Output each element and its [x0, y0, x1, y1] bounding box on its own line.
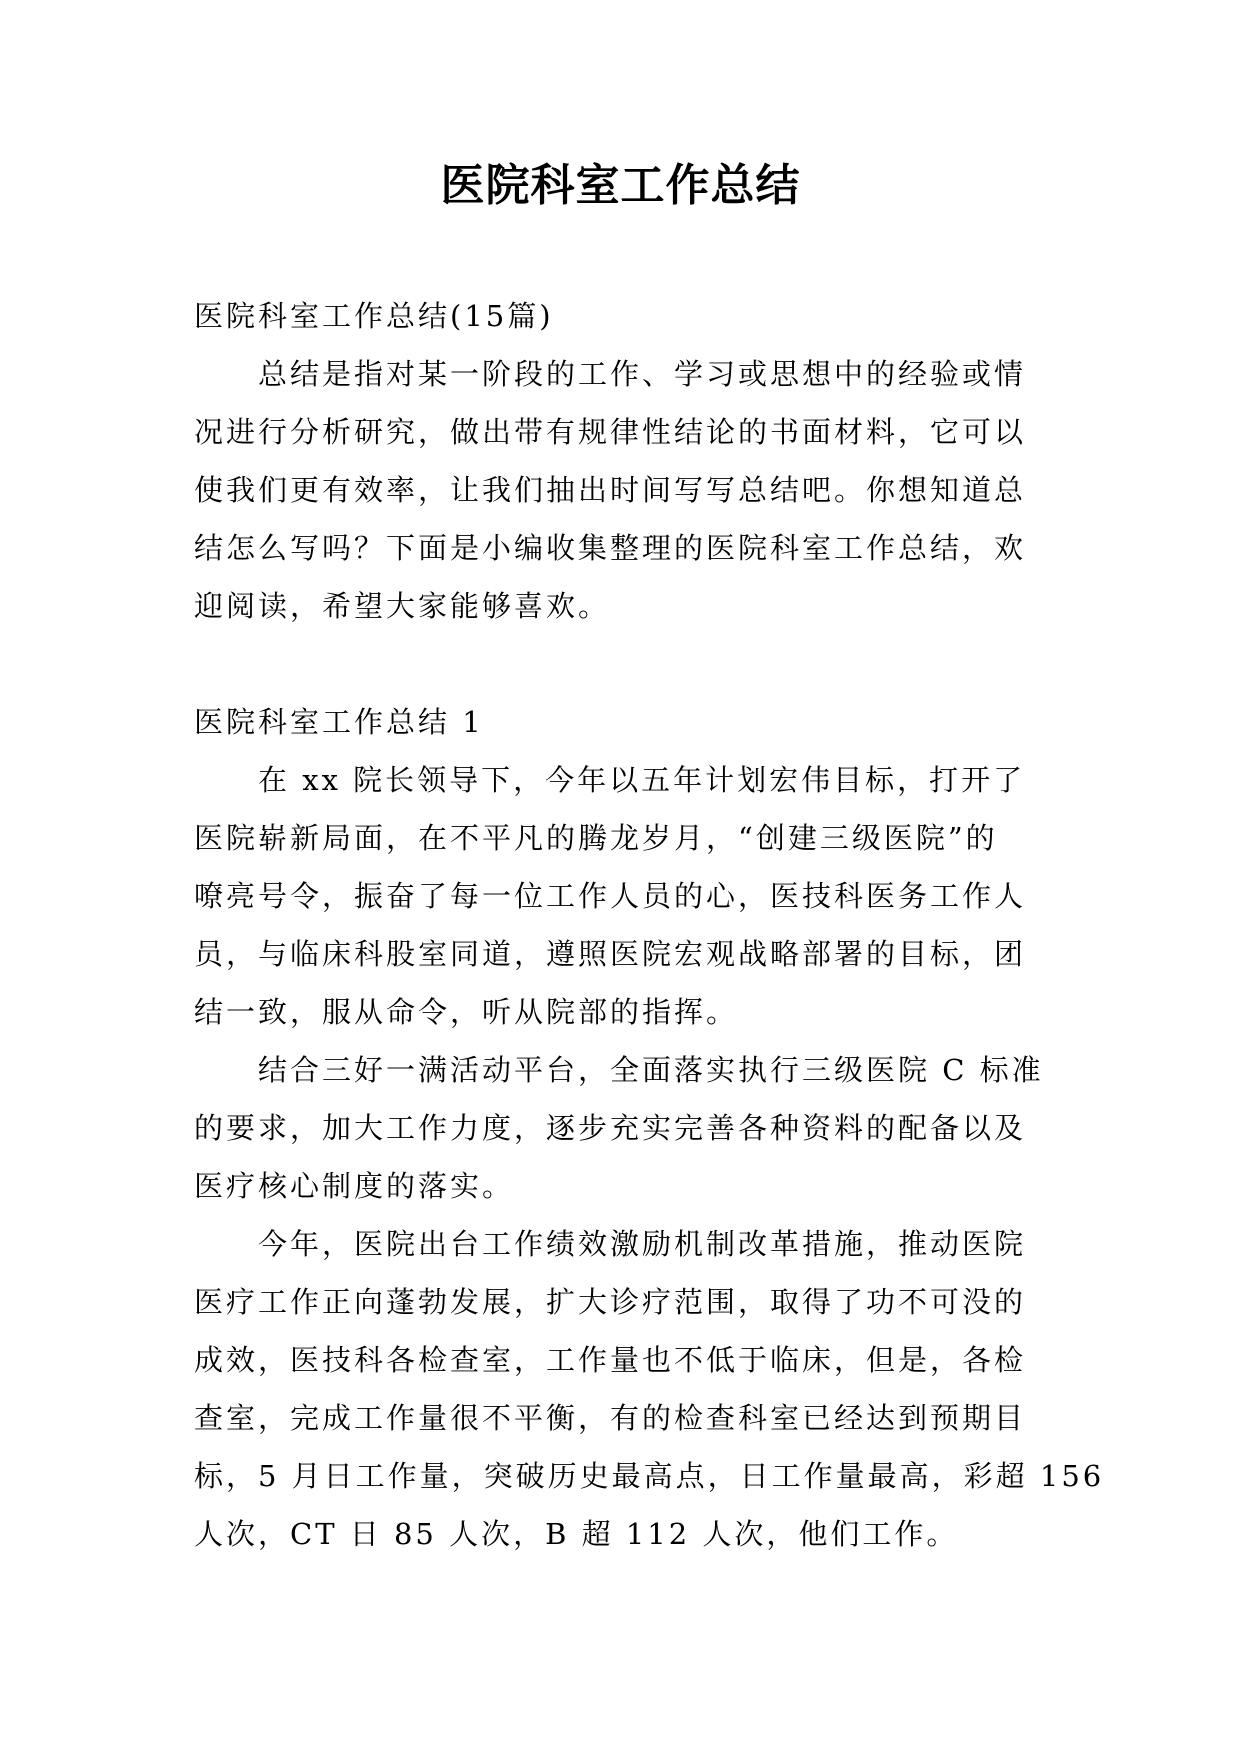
- document-title: 医院科室工作总结: [440, 160, 801, 211]
- body-paragraph: [194, 1215, 1105, 1563]
- body-paragraph: [194, 751, 1059, 1041]
- paragraph-line: 况进行分析研究，做出带有规律性结论的书面材料，它可以: [194, 415, 1027, 449]
- paragraph-line: 标，5 月日工作量，突破历史最高点，日工作量最高，彩超 156: [194, 1459, 1105, 1493]
- paragraph-line: 人次，CT 日 85 人次，B 超 112 人次，他们工作。: [194, 1517, 959, 1551]
- section-spacer: [194, 635, 1059, 693]
- paragraph-line: 结怎么写吗？下面是小编收集整理的医院科室工作总结，欢: [194, 531, 1027, 565]
- paragraph-line: 的要求，加大工作力度，逐步充实完善各种资料的配备以及: [194, 1111, 1027, 1145]
- paragraph-line: 医疗工作正向蓬勃发展，扩大诊疗范围，取得了功不可没的: [194, 1285, 1027, 1319]
- paragraph-line: 结合三好一满活动平台，全面落实执行三级医院 C 标准: [258, 1053, 1044, 1087]
- paragraph-line: 使我们更有效率，让我们抽出时间写写总结吧。你想知道总: [194, 473, 1027, 507]
- intro-paragraph: [194, 345, 1059, 635]
- paragraph-line: 员，与临床科股室同道，遵照医院宏观战略部署的目标，团: [194, 937, 1027, 971]
- paragraph-line: 迎阅读，希望大家能够喜欢。: [194, 589, 611, 623]
- section-heading: 医院科室工作总结 1: [194, 705, 484, 739]
- paragraph-line: 查室，完成工作量很不平衡，有的检查科室已经达到预期目: [194, 1401, 1027, 1435]
- paragraph-line: 结一致，服从命令，听从院部的指挥。: [194, 995, 739, 1029]
- paragraph-line: 今年，医院出台工作绩效激励机制改革措施，推动医院: [258, 1227, 1027, 1261]
- document-body: [194, 287, 1105, 1563]
- paragraph-line: 在 xx 院长领导下，今年以五年计划宏伟目标，打开了: [258, 763, 1026, 797]
- paragraph-line: 医院崭新局面，在不平凡的腾龙岁月，“创建三级医院”的: [194, 821, 998, 855]
- body-paragraph: [194, 1041, 1059, 1215]
- paragraph-line: 成效，医技科各检查室，工作量也不低于临床，但是，各检: [194, 1343, 1027, 1377]
- paragraph-line: 嘹亮号令，振奋了每一位工作人员的心，医技科医务工作人: [194, 879, 1027, 913]
- document-subtitle: 医院科室工作总结(15篇): [194, 299, 554, 333]
- paragraph-line: 总结是指对某一阶段的工作、学习或思想中的经验或情: [258, 357, 1027, 391]
- paragraph-line: 医疗核心制度的落实。: [194, 1169, 515, 1203]
